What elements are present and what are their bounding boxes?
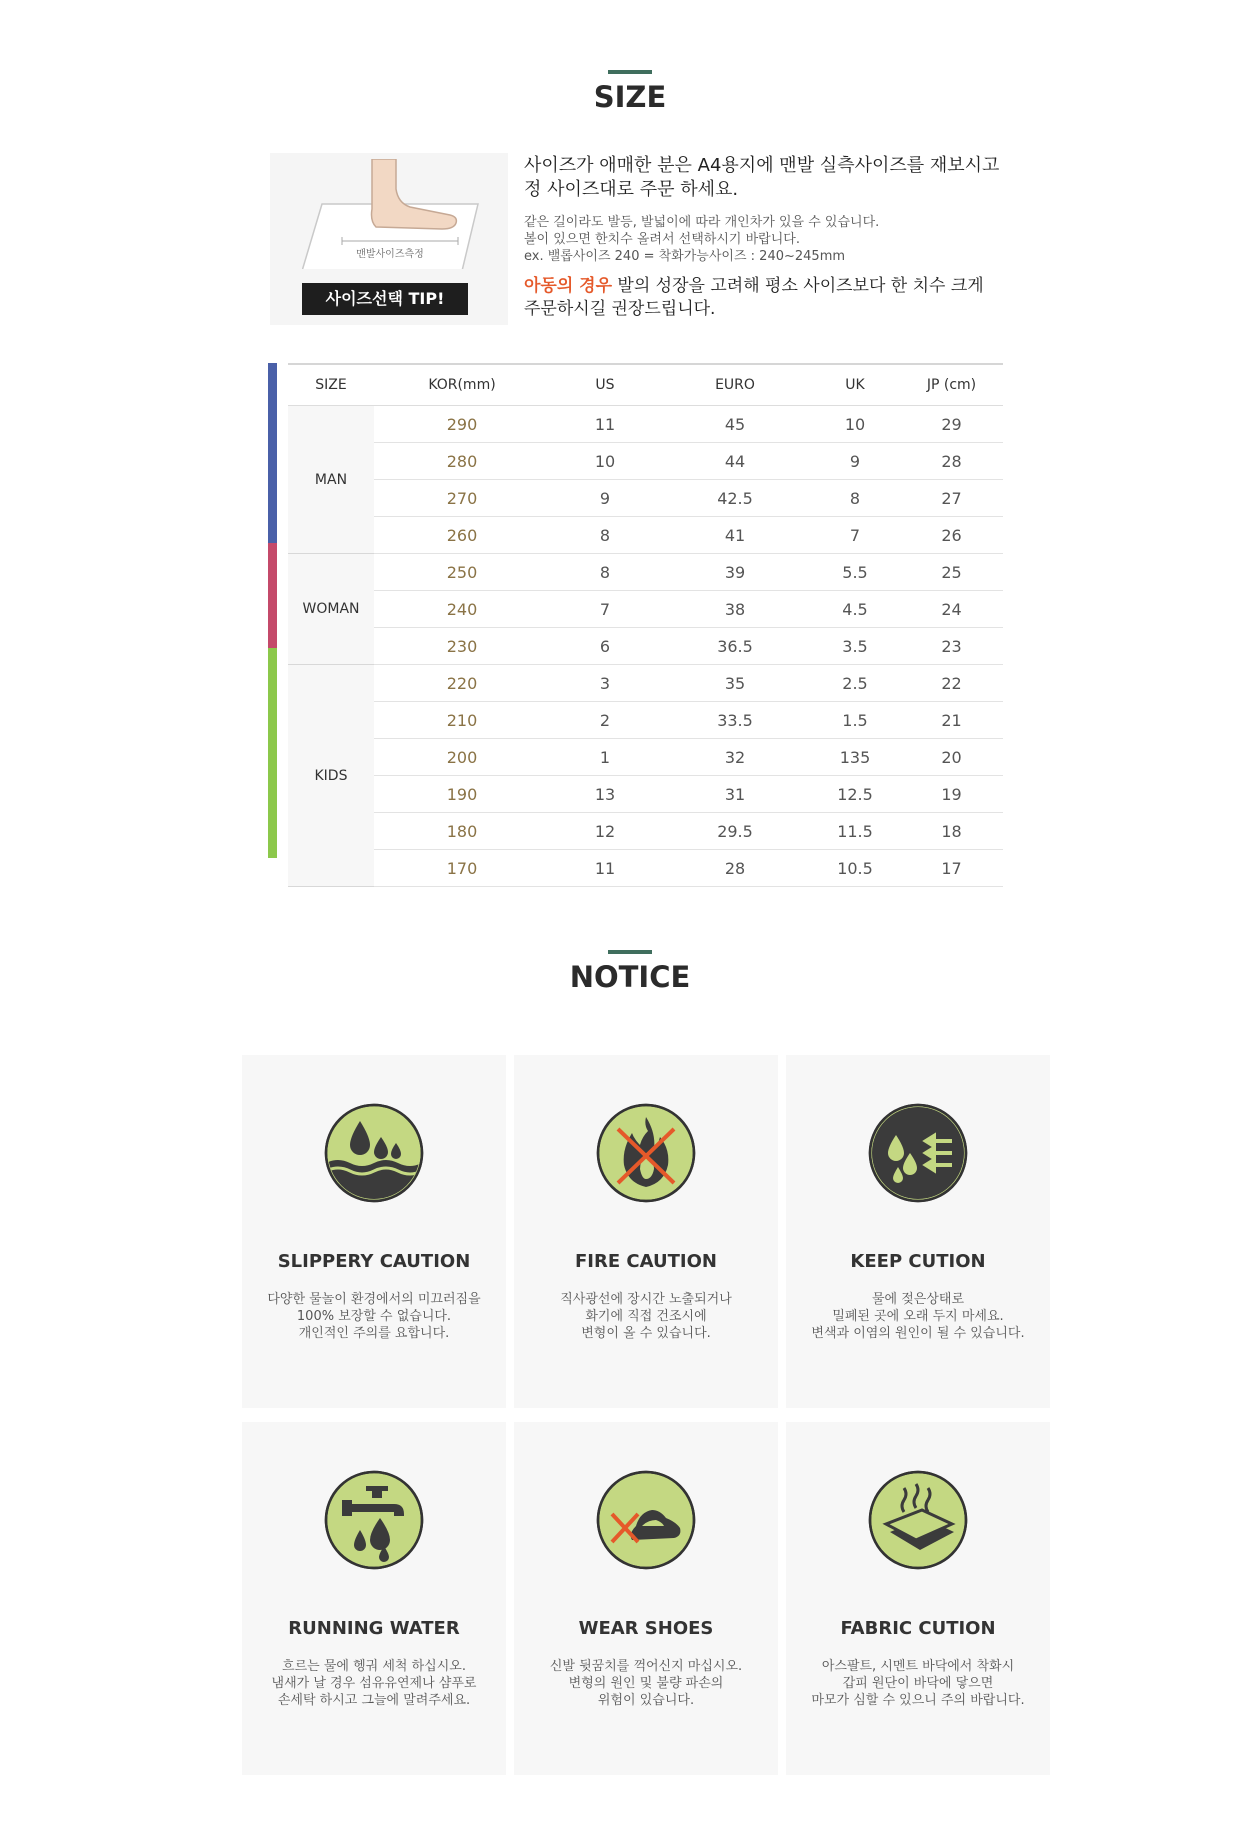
table-cell: 28 [660,850,810,887]
table-cell: 32 [660,739,810,776]
table-cell: 12.5 [810,776,900,813]
notice-title: FIRE CAUTION [575,1251,717,1272]
size-chart [268,363,1003,887]
table-cell: 8 [810,480,900,517]
notice-desc-line: 개인적인 주의를 요합니다. [298,1326,450,1341]
shoe-icon [596,1470,696,1570]
table-cell: 29 [900,406,1003,443]
table-cell: 2 [550,702,660,739]
table-cell: 10 [810,406,900,443]
notice-icon-wrap [868,1103,968,1203]
table-cell: 11 [550,850,660,887]
table-cell: 8 [550,554,660,591]
notice-desc-line: 변색과 이염의 원인이 될 수 있습니다. [811,1326,1025,1341]
table-cell: 26 [900,517,1003,554]
table-cell: 170 [374,850,550,887]
notice-desc-line: 흐르는 물에 헹궈 세척 하십시오. [282,1659,466,1674]
group-color-bar-man [268,363,277,543]
table-cell: 31 [660,776,810,813]
header-size: SIZE [288,364,374,406]
notice-desc [796,1658,1040,1709]
table-cell: 3 [550,665,660,702]
table-cell: 28 [900,443,1003,480]
table-cell: 1.5 [810,702,900,739]
table-cell: 18 [900,813,1003,850]
notice-icon-wrap [596,1103,696,1203]
size-table-body [288,406,1003,887]
table-row [288,702,1003,739]
table-cell: 36.5 [660,628,810,665]
tip-lead [524,154,1024,202]
size-tip-text [524,154,1024,321]
table-cell: 6 [550,628,660,665]
faucet-icon [324,1470,424,1570]
table-row [288,628,1003,665]
table-cell: 270 [374,480,550,517]
heading-accent-bar [608,950,652,954]
table-row [288,443,1003,480]
table-row [288,517,1003,554]
header-euro: EURO [660,364,810,406]
notice-desc-line: 위험이 있습니다. [597,1693,695,1708]
notice-title: SLIPPERY CAUTION [277,1251,471,1272]
size-section-heading [0,70,1260,114]
table-cell: 7 [810,517,900,554]
notice-desc-line: 화기에 직접 건조시에 [585,1309,707,1324]
size-tip-button[interactable]: 사이즈선택 TIP! [302,283,468,315]
table-row [288,480,1003,517]
table-cell: 35 [660,665,810,702]
size-title: SIZE [593,80,667,114]
table-cell: 2.5 [810,665,900,702]
tip-small-line: 같은 길이라도 발등, 발넓이에 따라 개인차가 있을 수 있습니다. [524,215,880,230]
airflow-drops-icon [868,1103,968,1203]
table-cell: 180 [374,813,550,850]
header-uk: UK [810,364,900,406]
table-cell: 33.5 [660,702,810,739]
notice-desc-line: 다양한 물놀이 환경에서의 미끄러짐을 [267,1292,481,1307]
table-row [288,665,1003,702]
tip-lead-line: 사이즈가 애매한 분은 A4용지에 맨발 실측사이즈를 재보시고 [524,155,1000,176]
header-kor: KOR(mm) [374,364,550,406]
table-cell: 29.5 [660,813,810,850]
notice-desc [252,1658,496,1709]
header-jp: JP (cm) [900,364,1003,406]
tip-kids-note [524,275,1024,321]
notice-title: NOTICE [569,960,691,994]
table-cell: 5.5 [810,554,900,591]
notice-desc-line: 신발 뒷꿈치를 꺽어신지 마십시오. [549,1659,743,1674]
table-cell: 44 [660,443,810,480]
table-cell: 240 [374,591,550,628]
kids-text: 발의 성장을 고려해 평소 사이즈보다 한 치수 크게 [612,276,984,296]
table-cell: 4.5 [810,591,900,628]
table-cell: 39 [660,554,810,591]
tip-lead-line: 정 사이즈대로 주문 하세요. [524,179,739,200]
table-cell: 9 [810,443,900,480]
notice-desc-line: 100% 보장할 수 없습니다. [296,1309,452,1324]
table-row [288,850,1003,887]
notice-section-heading [0,950,1260,994]
notice-desc-line: 직사광선에 장시간 노출되거나 [560,1292,732,1307]
table-cell: 250 [374,554,550,591]
table-row [288,406,1003,443]
table-header-row [288,364,1003,406]
size-table [288,363,1003,887]
table-cell: 10 [550,443,660,480]
table-cell: 8 [550,517,660,554]
table-cell: 200 [374,739,550,776]
group-label-kids: KIDS [288,665,374,887]
table-row [288,591,1003,628]
notice-desc [252,1291,496,1342]
heading-accent-bar [608,70,652,74]
group-label-woman: WOMAN [288,554,374,665]
table-cell: 22 [900,665,1003,702]
tip-small-line: ex. 밸롭사이즈 240 = 착화가능사이즈 : 240~245mm [524,249,846,264]
table-cell: 135 [810,739,900,776]
table-cell: 21 [900,702,1003,739]
table-cell: 27 [900,480,1003,517]
table-cell: 41 [660,517,810,554]
notice-title: RUNNING WATER [288,1618,460,1639]
table-cell: 9 [550,480,660,517]
notice-desc-line: 갑피 원단이 바닥에 닿으면 [842,1676,994,1691]
notice-card [514,1422,778,1775]
notice-title: FABRIC CUTION [840,1618,996,1639]
table-cell: 280 [374,443,550,480]
fire-icon [596,1103,696,1203]
tip-small [524,214,1024,265]
table-cell: 220 [374,665,550,702]
table-row [288,813,1003,850]
notice-desc-line: 변형이 올 수 있습니다. [581,1326,711,1341]
group-color-bar-kids [268,648,277,858]
foot-caption: 맨발사이즈측정 [356,249,424,260]
notice-card [242,1422,506,1775]
table-cell: 10.5 [810,850,900,887]
notice-desc-line: 냄새가 날 경우 섬유유연제나 샴푸로 [271,1676,477,1691]
table-cell: 230 [374,628,550,665]
notice-title: KEEP CUTION [850,1251,986,1272]
table-cell: 38 [660,591,810,628]
table-cell: 19 [900,776,1003,813]
table-cell: 290 [374,406,550,443]
table-row [288,776,1003,813]
table-cell: 1 [550,739,660,776]
table-cell: 190 [374,776,550,813]
notice-card [514,1055,778,1408]
table-cell: 45 [660,406,810,443]
fabric-icon [868,1470,968,1570]
table-cell: 260 [374,517,550,554]
notice-icon-wrap [324,1103,424,1203]
table-cell: 17 [900,850,1003,887]
table-row [288,554,1003,591]
table-cell: 3.5 [810,628,900,665]
notice-desc-line: 마모가 심할 수 있으니 주의 바랍니다. [811,1693,1025,1708]
table-cell: 42.5 [660,480,810,517]
notice-card [786,1422,1050,1775]
table-cell: 7 [550,591,660,628]
notice-card [242,1055,506,1408]
table-cell: 13 [550,776,660,813]
group-label-man: MAN [288,406,374,554]
notice-desc-line: 밀폐된 곳에 오래 두지 마세요. [832,1309,1004,1324]
kids-highlight: 아동의 경우 [524,276,613,296]
table-cell: 11.5 [810,813,900,850]
notice-desc [796,1291,1040,1342]
notice-desc [524,1658,768,1709]
header-us: US [550,364,660,406]
table-cell: 20 [900,739,1003,776]
table-cell: 25 [900,554,1003,591]
table-cell: 12 [550,813,660,850]
notice-icon-wrap [596,1470,696,1570]
table-cell: 23 [900,628,1003,665]
kids-text-line2: 주문하시길 권장드립니다. [524,299,716,319]
table-cell: 11 [550,406,660,443]
tip-small-line: 볼이 있으면 한치수 올려서 선택하시기 바랍니다. [524,232,800,247]
notice-desc-line: 손세탁 하시고 그늘에 말려주세요. [277,1693,471,1708]
notice-card [786,1055,1050,1408]
notice-desc-line: 아스팔트, 시멘트 바닥에서 착화시 [821,1659,1015,1674]
water-drops-icon [324,1103,424,1203]
notice-desc-line: 변형의 원인 및 불량 파손의 [568,1676,724,1691]
notice-desc-line: 물에 젖은상태로 [871,1292,965,1307]
notice-icon-wrap [324,1470,424,1570]
table-cell: 210 [374,702,550,739]
table-row [288,739,1003,776]
group-color-bar-woman [268,543,277,648]
size-tip-box [270,153,508,325]
notice-icon-wrap [868,1470,968,1570]
notice-desc [524,1291,768,1342]
notice-title: WEAR SHOES [578,1618,714,1639]
table-cell: 24 [900,591,1003,628]
